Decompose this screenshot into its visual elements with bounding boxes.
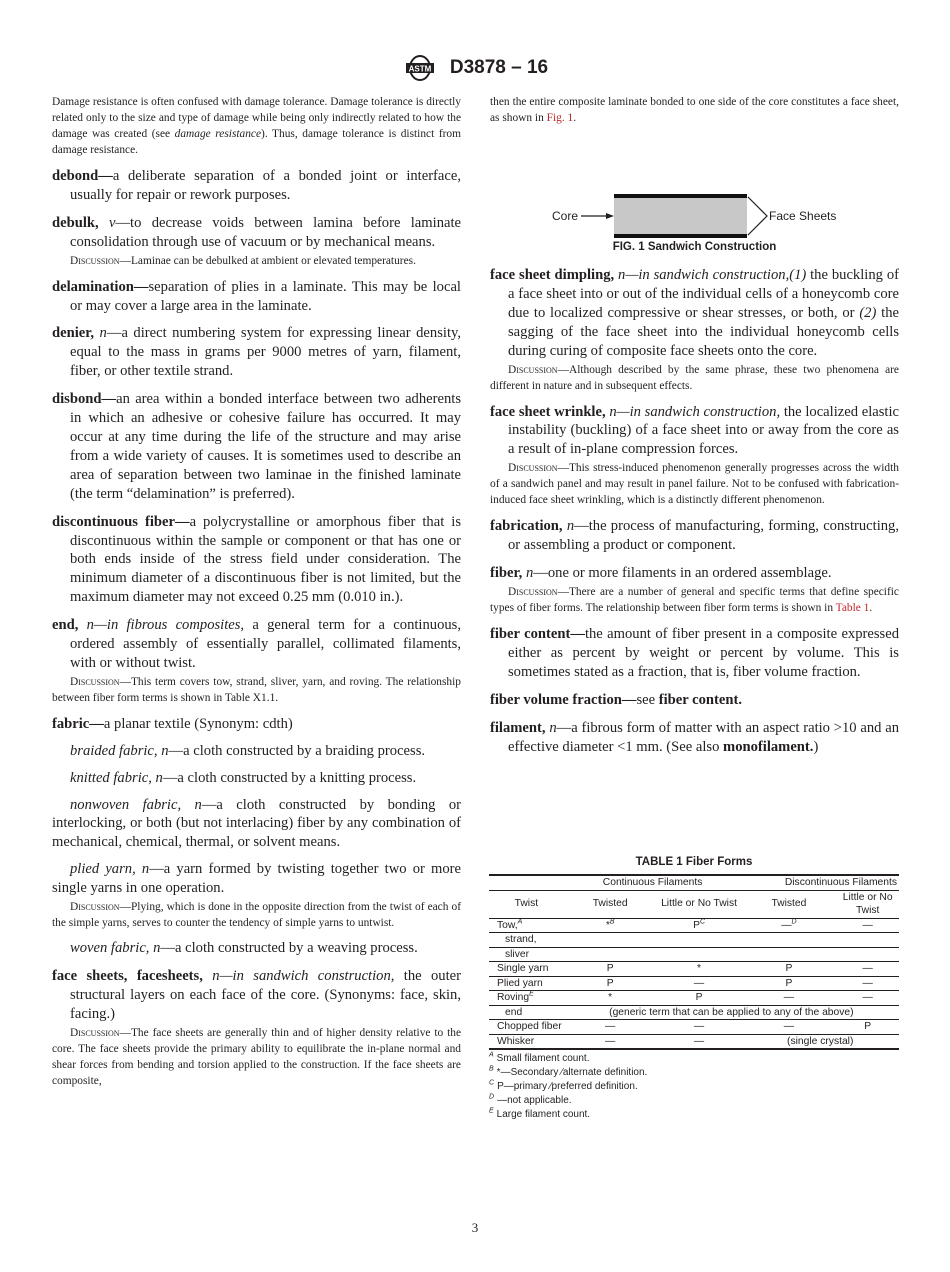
table-row <box>489 947 899 962</box>
term-name: delamination— <box>52 278 149 295</box>
text-run: Damage resistance is often confused with damage tolerance. Damage tolerance is directly related only to the size and type of damage while being only indirectly related to how the damage was created (see <box>52 96 461 140</box>
table-cell: P <box>741 962 836 977</box>
term-entry <box>52 278 461 316</box>
text-run: a general term for a continuous, ordered assembly of essentially parallel, collimated filaments, with or without twist. <box>70 617 461 671</box>
table-cell: — <box>836 918 899 933</box>
text-run: —The face sheets are generally thin and of higher density relative to the core. The face sheets provide the primary ability to equilibrate the in-plane normal and shear forces from bending and torsion applied to the construction. If the face sheets are composite, <box>52 1026 461 1087</box>
term-entry <box>490 517 899 555</box>
table-cell: — <box>741 1020 836 1035</box>
text-run: n <box>566 518 575 535</box>
table-caption: TABLE 1 Fiber Forms <box>635 856 753 868</box>
text-run: —There are a number of general and specific terms that define specific types of fiber forms. The relationship between fiber form terms is shown in <box>490 585 899 614</box>
footnote: $^E$ Large filament count. <box>489 1107 591 1120</box>
sub-term-entry <box>52 742 461 761</box>
footnote: $^C$ P—primary ⁄preferred definition. <box>489 1079 638 1092</box>
text-run: the sagging of the face sheet into the individual honeycomb cells during curing of composite face sheets onto the core. <box>508 304 899 359</box>
text-run: woven fabric, n <box>70 940 161 957</box>
row-label: Roving$^E$ <box>489 991 564 1006</box>
core-label: Core <box>552 209 579 223</box>
table-cell <box>836 933 899 948</box>
text-run: n <box>549 719 557 736</box>
col-header: Twisted <box>564 890 657 918</box>
col-header: Little or No Twist <box>836 890 899 918</box>
sandwich-diagram <box>490 126 899 238</box>
term-entry <box>52 324 461 381</box>
table-1 <box>489 856 899 1122</box>
term-name: fiber volume fraction— <box>490 691 637 708</box>
text-run: . <box>869 601 873 614</box>
right-column <box>490 94 899 756</box>
term-entry <box>490 719 899 757</box>
text-run: —the process of manufacturing, forming, constructing, or assembling a product or component. <box>508 518 899 554</box>
table-row <box>489 1034 899 1049</box>
discussion-note <box>52 674 461 706</box>
text-run: —a cloth constructed by bonding or interlocking, or both (but not interlacing) fiber by any combination of mechanical, chemical, thermal, or solvent means. <box>52 796 461 851</box>
term-entry <box>490 403 899 460</box>
table-cell: — <box>564 1034 657 1049</box>
text-run: Discussion <box>70 254 120 267</box>
table-row <box>489 976 899 991</box>
text-run: —a yarn formed by twisting together two or more single yarns in one operation. <box>52 861 461 897</box>
table-cell: P <box>564 962 657 977</box>
text-run: —This stress-induced phenomenon generally progresses across the width of a sandwich panel and may result in panel failure. Not to be confused with fabrication-induced face sheet wrinkling, which is a distinctly different phenomenon. <box>490 462 899 507</box>
term-entry <box>490 625 899 682</box>
term-name: fiber content— <box>490 625 585 642</box>
table-cell: —$^D$ <box>741 918 836 933</box>
term-name: discontinuous fiber— <box>52 513 190 530</box>
table-cell <box>657 947 742 962</box>
row-label: Tow,$^A$ <box>489 918 564 933</box>
term-name: fabric— <box>52 715 104 732</box>
text-run: braided fabric, n <box>70 742 169 759</box>
term-name: fabrication, <box>490 518 567 535</box>
footnote: $^D$ —not applicable. <box>489 1093 572 1106</box>
discussion-note <box>490 362 899 394</box>
table-cell: *$^B$ <box>564 918 657 933</box>
row-label: Whisker <box>489 1034 564 1049</box>
left-column <box>52 94 461 1089</box>
row-label: sliver <box>489 947 564 962</box>
term-name: face sheet wrinkle, <box>490 403 610 420</box>
svg-text:ASTM: ASTM <box>408 64 432 74</box>
text-run: n—in sandwich construction, <box>609 403 781 420</box>
table-cell: — <box>741 991 836 1006</box>
table-cell <box>741 947 836 962</box>
term-entry <box>490 266 899 361</box>
table-cell: — <box>836 976 899 991</box>
discussion-note <box>52 253 461 269</box>
text-run: —Plying, which is done in the opposite direction from the twist of each of the simple yarns, serves to counter the tendency of simple yarns to untwist. <box>52 901 461 930</box>
figure-caption: FIG. 1 Sandwich Construction <box>612 241 777 253</box>
text-run: Discussion <box>508 462 558 475</box>
text-run: ). Thus, damage tolerance is distinct from damage resistance. <box>52 128 461 156</box>
text-run: —a cloth constructed by a braiding process. <box>168 742 426 759</box>
table-cell: P <box>657 991 742 1006</box>
text-run: n <box>525 565 534 582</box>
text-run: the localized elastic instability (buckling) of a face sheet into or away from the core as a result of in-plane compression forces. <box>508 403 899 458</box>
term-name: debulk, <box>52 214 109 231</box>
table-row <box>489 1005 899 1020</box>
table-cell: — <box>836 991 899 1006</box>
page-header <box>0 54 950 82</box>
footnote: $^A$ Small filament count. <box>489 1051 590 1064</box>
page-number: 3 <box>471 1220 479 1235</box>
discussion-note <box>52 899 461 931</box>
text-run: v <box>108 214 116 231</box>
sub-term-entry <box>52 796 461 853</box>
top-face-sheet <box>614 194 747 198</box>
sub-term-entry <box>52 860 461 898</box>
discussion-note <box>490 460 899 508</box>
table-row <box>489 1020 899 1035</box>
term-entry <box>52 214 461 252</box>
text-run: —a fibrous form of matter with an aspect ratio >10 and an effective diameter <1 mm. (See also <box>508 719 899 755</box>
designation: D3878 – 16 <box>449 57 549 78</box>
text-run: n—in sandwich construction, <box>212 968 395 984</box>
text-run: Discussion <box>508 363 558 376</box>
astm-logo-icon <box>402 54 438 82</box>
text-run: . <box>573 112 577 124</box>
text-run: then the entire composite laminate bonded to one side of the core constitutes a face sheet, as shown in <box>490 96 899 124</box>
discussion-note <box>490 584 899 616</box>
text-run: n <box>99 325 107 342</box>
table-cell: * <box>564 991 657 1006</box>
sub-term-entry <box>52 769 461 788</box>
text-run: nonwoven fabric, n <box>70 796 202 813</box>
table-cell: P <box>836 1020 899 1035</box>
text-run: damage resistance <box>174 128 262 140</box>
paragraph <box>490 94 899 126</box>
text-run: the outer structural layers on each face of the core. (Synonyms: face, skin, facing.) <box>70 968 461 1022</box>
text-run: Discussion <box>508 585 558 598</box>
term-name: disbond— <box>52 391 117 408</box>
table-row <box>489 918 899 933</box>
term-entry <box>490 691 899 710</box>
fiber-forms-table <box>489 874 899 1050</box>
col-header: Twisted <box>741 890 836 918</box>
col-header: Little or No Twist <box>657 890 742 918</box>
group-header: Discontinuous Filaments <box>741 875 899 890</box>
term-entry <box>52 167 461 205</box>
face-sheets-label: Face Sheets <box>769 209 837 223</box>
table-cell: — <box>657 976 742 991</box>
text-run: a polycrystalline or amorphous fiber that is discontinuous within the sample or component or that has one or both ends inside of the stress field under consideration. The minimum diameter of a discontinuous fiber is not limited, but the maximum diameter may not exceed 0.25 mm (0.010 in.). <box>70 513 461 606</box>
text-run: ) <box>813 738 819 755</box>
text-run: the amount of fiber present in a composite expressed either as percent by weight or percent by volume. This is sometimes stated as a fraction, that is, fiber volume fraction. <box>508 625 900 680</box>
cross-reference-link[interactable]: Fig. 1 <box>546 112 574 124</box>
discussion-note <box>52 1025 461 1089</box>
core-rect <box>614 196 747 236</box>
table-cell <box>564 947 657 962</box>
term-entry <box>52 390 461 503</box>
text-run: —a cloth constructed by a weaving process. <box>160 940 418 957</box>
row-label: Single yarn <box>489 962 564 977</box>
table-cell <box>657 933 742 948</box>
text-run: —one or more filaments in an ordered assemblage. <box>533 565 832 582</box>
row-label: strand, <box>489 933 564 948</box>
text-run: Discussion <box>70 1026 120 1039</box>
col-header: Twist <box>489 890 564 918</box>
table-cell: * <box>657 962 742 977</box>
term-entry <box>490 564 899 583</box>
table-cell: (generic term that can be applied to any of the above) <box>564 1005 899 1020</box>
paragraph <box>52 94 461 158</box>
cross-reference-link[interactable]: Table 1 <box>835 601 870 614</box>
term-name: debond— <box>52 168 113 184</box>
text-run: the buckling of a face sheet into or out of the individual cells of a honeycomb core due to localized compressive or shear stresses, or both, or <box>508 267 899 321</box>
table-cell: — <box>657 1034 742 1049</box>
group-header: Continuous Filaments <box>564 875 742 890</box>
term-name: face sheets, facesheets, <box>52 968 213 984</box>
term-entry <box>52 616 461 673</box>
text-run: Discussion <box>70 675 120 688</box>
term-name: denier, <box>52 325 100 342</box>
table-cell <box>836 947 899 962</box>
table-footnotes <box>489 1052 899 1122</box>
text-run: separation of plies in a laminate. This may be local or may cover a large area in the laminate. <box>70 278 461 314</box>
text-run: knitted fabric, n <box>70 769 163 786</box>
text-run: n—in fibrous composites, <box>86 617 245 634</box>
table-row <box>489 962 899 977</box>
table-cell: (single crystal) <box>741 1034 899 1049</box>
table-cell: P <box>564 976 657 991</box>
text-run: —a direct numbering system for expressing linear density, equal to the mass in grams per 9000 metres of yarn, filament, fiber, or other textile strand. <box>70 325 461 380</box>
text-run: —This term covers tow, strand, sliver, yarn, and roving. The relationship between fiber form terms is shown in Table X1.1. <box>52 675 461 704</box>
text-run: —to decrease voids between lamina before laminate consolidation through use of vacuum or by mechanical means. <box>70 214 461 250</box>
arrow-icon <box>606 213 614 219</box>
term-name: fiber, <box>490 565 526 582</box>
table-cell: P <box>741 976 836 991</box>
term-entry <box>52 715 461 734</box>
term-name: monofilament. <box>723 738 814 755</box>
term-entry <box>52 967 461 1024</box>
term-name: fiber content. <box>658 691 742 708</box>
term-entry <box>52 513 461 608</box>
row-label: end <box>489 1005 564 1020</box>
text-run: a deliberate separation of a bonded joint or interface, usually for repair or rework purposes. <box>70 168 461 203</box>
text-run: —Although described by the same phrase, these two phenomena are different in nature and in subsequent effects. <box>490 363 899 392</box>
table-row <box>489 991 899 1006</box>
text-run: (2) <box>859 304 877 321</box>
table-cell <box>741 933 836 948</box>
table-cell <box>564 933 657 948</box>
text-run: see <box>636 691 659 708</box>
text-run: a planar textile (Synonym: cdth) <box>103 715 293 732</box>
table-cell: — <box>657 1020 742 1035</box>
text-run: —a cloth constructed by a knitting process. <box>162 769 417 786</box>
text-run: plied yarn, n <box>70 861 150 878</box>
row-label: Plied yarn <box>489 976 564 991</box>
table-cell: — <box>836 962 899 977</box>
footnote: $^B$ *—Secondary ⁄alternate definition. <box>489 1065 648 1078</box>
bottom-face-sheet <box>614 234 747 238</box>
term-name: face sheet dimpling, <box>490 267 619 283</box>
figure-1 <box>490 126 899 253</box>
term-name: filament, <box>490 719 550 736</box>
term-name: end, <box>52 617 87 634</box>
table-cell: $P^C$ <box>657 918 742 933</box>
table-cell: — <box>564 1020 657 1035</box>
row-label: Chopped fiber <box>489 1020 564 1035</box>
text-run: n—in sandwich construction,(1) <box>618 267 807 283</box>
text-run: Discussion <box>70 901 120 914</box>
table-row <box>489 933 899 948</box>
text-run: —Laminae can be debulked at ambient or elevated temperatures. <box>119 254 416 267</box>
sub-term-entry <box>52 939 461 958</box>
text-run: an area within a bonded interface between two adherents in which an adhesive or cohesive failure has occurred. It may occur at any time during the life of the structure and may arise from a wide variety of causes. It is sometimes used to describe an area of separation between two laminae in the finished laminate (the term “delamination” is preferred). <box>70 391 461 502</box>
